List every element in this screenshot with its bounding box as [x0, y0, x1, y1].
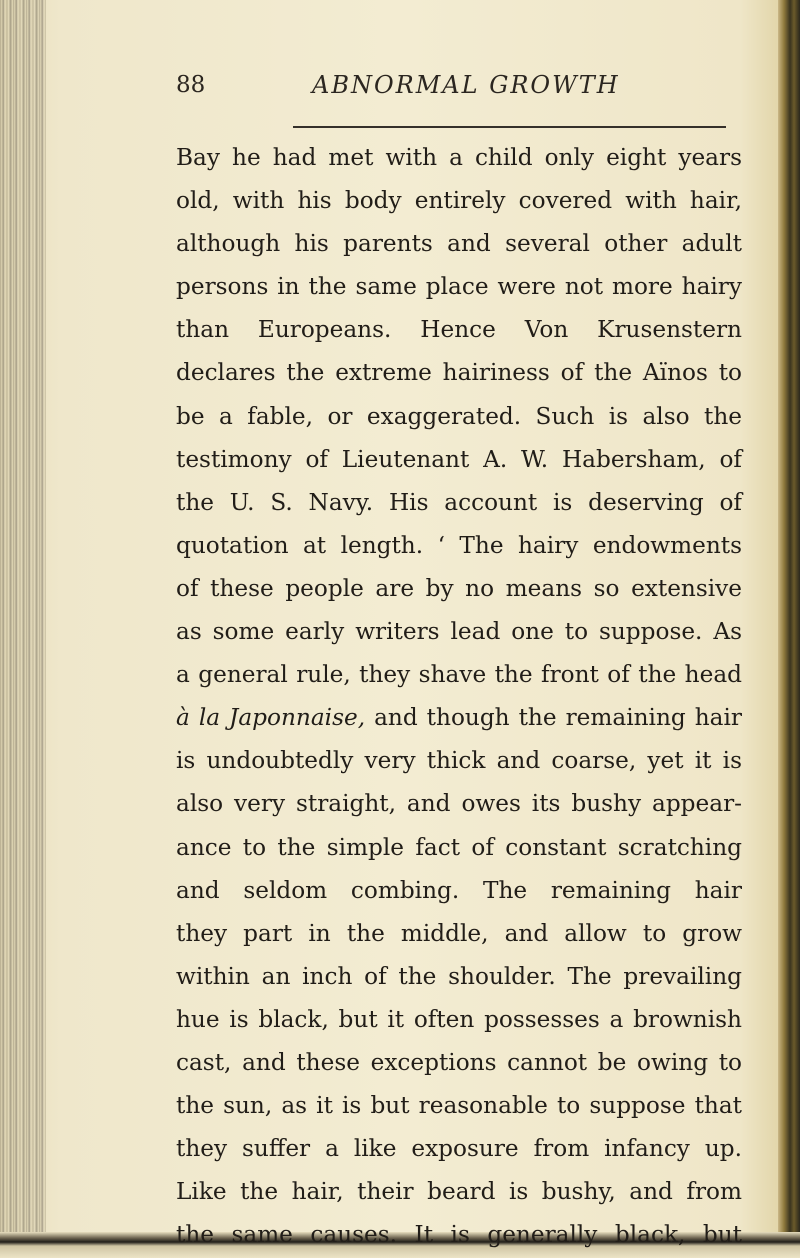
page-gutter	[0, 0, 46, 1258]
text-line: of these people are by no means so extensive	[176, 574, 742, 602]
body-text	[176, 136, 742, 1256]
text-line: than Europeans. Hence Von Krusenstern	[176, 316, 742, 344]
text-line: the same causes. It is generally black, but	[176, 1221, 742, 1249]
text-line: they part in the middle, and allow to grow	[176, 919, 742, 947]
page-edge-right	[778, 0, 800, 1258]
text-line: within an inch of the shoulder. The prevailing	[176, 962, 742, 990]
text-line: hue is black, but it often possesses a brownish	[176, 1005, 742, 1033]
text-line: old, with his body entirely covered with hair,	[176, 187, 742, 215]
text-line: they suffer a like exposure from infancy up.	[176, 1135, 742, 1163]
text-line: quotation at length. ‘ The hairy endowments	[176, 531, 742, 559]
text-line: is undoubtedly very thick and coarse, yet it is	[176, 747, 742, 775]
text-line: ance to the simple fact of constant scratching	[176, 833, 742, 861]
text-line: persons in the same place were not more hairy	[176, 273, 742, 301]
text-line: be a fable, or exaggerated. Such is also the	[176, 402, 742, 430]
text-line: also very straight, and owes its bushy appear-	[176, 790, 742, 818]
text-line: Bay he had met with a child only eight years	[176, 144, 742, 171]
text-line: although his parents and several other adult	[176, 230, 742, 258]
running-title: ABNORMAL GROWTH	[312, 71, 620, 99]
text-line: declares the extreme hairiness of the Aïnos to	[176, 359, 742, 387]
text-line: and seldom combing. The remaining hair	[176, 876, 742, 904]
text-line: as some early writers lead one to suppose. As	[176, 618, 742, 646]
italic-phrase: à la Japonnaise,	[176, 704, 366, 732]
text-line: a general rule, they shave the front of the head	[176, 661, 742, 689]
header-rule	[293, 126, 726, 128]
text-line: cast, and these exceptions cannot be owing to	[176, 1048, 742, 1076]
text-line: the U. S. Navy. His account is deserving of	[176, 488, 742, 516]
text-line: Like the hair, their beard is bushy, and from	[176, 1178, 742, 1206]
text-line-rest: and though the remaining hair	[365, 704, 742, 732]
text-line-mixed	[176, 696, 742, 739]
page-number: 88	[176, 72, 206, 98]
text-line: testimony of Lieutenant A. W. Habersham, of	[176, 445, 742, 473]
running-head	[176, 70, 736, 110]
text-line: the sun, as it is but reasonable to suppose that	[176, 1092, 742, 1120]
